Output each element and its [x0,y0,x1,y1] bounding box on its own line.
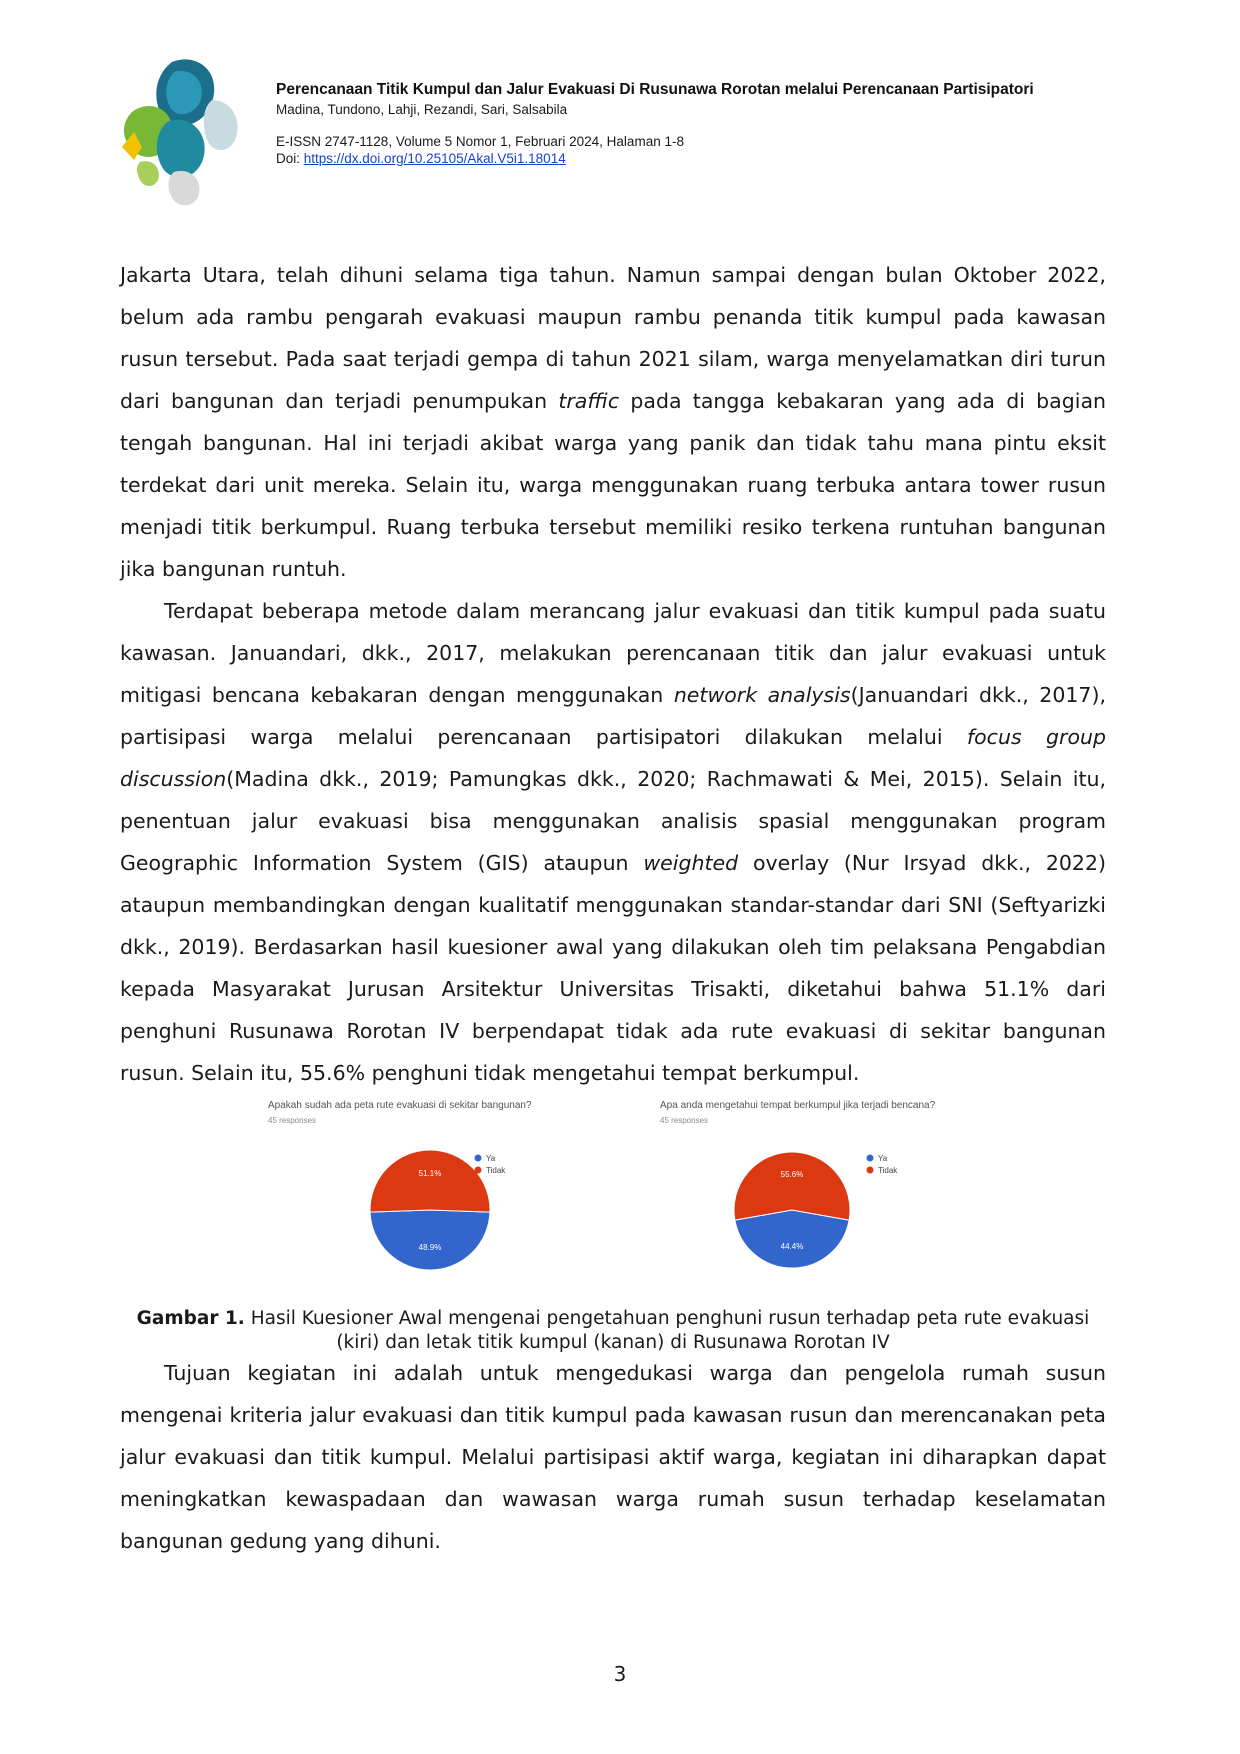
legend-label-ya: Ya [878,1154,888,1163]
figure-caption [120,1307,1106,1355]
page-number: 3 [613,1662,627,1686]
pie-right-svg [660,1100,1020,1290]
legend-label-tidak: Tidak [878,1166,898,1175]
p2-italic-weighted: weighted [643,851,739,875]
p2-text-c: (Januandari dkk., 2017), partisipasi warga melalui perencanaan partisipatori dilakukan melalui [120,683,1106,749]
p2-text-a: Terdapat beberapa metode dalam merancang jalur evakuasi dan titik kumpul pada suatu kawasan. Januandari, dkk., 2017, melakukan perencanaan titik dan jalur evakuasi untuk mitigasi bencana kebakaran dengan menggunakan [120,599,1106,707]
paragraph-3 [120,1352,1106,1562]
caption-label: Gambar 1. [136,1308,245,1329]
legend-swatch-ya [475,1155,482,1162]
pie-slice-ya [735,1210,849,1268]
issn-line: E-ISSN 2747-1128, Volume 5 Nomor 1, Februari 2024, Halaman 1-8 [276,134,684,149]
pie-label-tidak: 55.6% [780,1170,804,1180]
doi-link[interactable]: https://dx.doi.org/10.25105/Akal.V5i1.18014 [303,151,566,166]
paragraph-2 [120,590,1106,1094]
article-title: Perencanaan Titik Kumpul dan Jalur Evakuasi Di Rusunawa Rorotan melalui Perencanaan Partisipatori [276,81,1034,98]
pie-left-svg [268,1100,628,1290]
legend-swatch-tidak [475,1167,482,1174]
p3-text: Tujuan kegiatan ini adalah untuk mengedukasi warga dan pengelola rumah susun mengenai kriteria jalur evakuasi dan titik kumpul pada kawasan rusun dan merencanakan peta jalur evakuasi dan titik kumpul. Melalui partisipasi aktif warga, kegiatan ini diharapkan dapat meningkatkan kewaspadaan dan wawasan warga rumah susun terhadap keselamatan bangunan gedung yang dihuni. [120,1361,1106,1553]
pie-slice-tidak [734,1152,850,1220]
p2-italic-network: network analysis [673,683,851,707]
p2-italic-fgd: focus group discussion [120,725,1106,791]
p1-text-a: Jakarta Utara, telah dihuni selama tiga tahun. Namun sampai dengan bulan Oktober 2022, belum ada rambu pengarah evakuasi maupun rambu penanda titik kumpul pada kawasan rusun tersebut. Pada saat terjadi gempa di tahun 2021 silam, warga menyelamatkan diri turun dari bangunan dan terjadi penumpukan [120,263,1106,413]
journal-logo [112,52,252,212]
pie-label-ya: 44.4% [780,1241,804,1251]
running-header [276,80,1036,167]
p2-text-g: overlay (Nur Irsyad dkk., 2022) ataupun membandingkan dengan kualitatif menggunakan standar-standar dari SNI (Seftyarizki dkk., 2019). Berdasarkan hasil kuesioner awal yang dilakukan oleh tim pelaksana Pengabdian kepada Masyarakat Jurusan Arsitektur Universitas Trisakti, diketahui bahwa 51.1% dari penghuni Rusunawa Rorotan IV berpendapat tidak ada rute evakuasi di sekitar bangunan rusun. Selain itu, 55.6% penghuni tidak mengetahui tempat berkumpul. [120,851,1106,1085]
legend-label-ya: Ya [486,1154,496,1163]
pie-label-ya: 48.9% [418,1243,442,1253]
pie-slice-ya [370,1210,490,1270]
chart-right-question: Apa anda mengetahui tempat berkumpul jika terjadi bencana? [660,1100,936,1111]
doi-label: Doi: [276,151,304,166]
pie-chart-left [268,1100,628,1290]
doi-line [276,150,1036,167]
chart-right-responses: 45 responses [660,1116,709,1125]
legend-label-tidak: Tidak [486,1166,506,1175]
caption-text: Hasil Kuesioner Awal mengenai pengetahuan penghuni rusun terhadap peta rute evakuasi (kiri) dan letak titik kumpul (kanan) di Rusunawa Rorotan IV [244,1308,1090,1353]
p1-text-c: pada tangga kebakaran yang ada di bagian tengah bangunan. Hal ini terjadi akibat warga yang panik dan tidak tahu mana pintu eksit terdekat dari unit mereka. Selain itu, warga menggunakan ruang terbuka antara tower rusun menjadi titik berkumpul. Ruang terbuka tersebut memiliki resiko terkena runtuhan bangunan jika bangunan runtuh. [120,389,1106,581]
chart-left-responses: 45 responses [268,1116,317,1125]
pie-label-tidak: 51.1% [418,1168,442,1178]
authors: Madina, Tundono, Lahji, Rezandi, Sari, Salsabila [276,102,568,117]
paragraph-1 [120,254,1106,590]
legend-swatch-tidak [867,1167,874,1174]
chart-left-question: Apakah sudah ada peta rute evakuasi di sekitar bangunan? [268,1100,532,1111]
legend-swatch-ya [867,1155,874,1162]
pie-slice-tidak [370,1150,490,1212]
p2-text-e: (Madina dkk., 2019; Pamungkas dkk., 2020; Rachmawati & Mei, 2015). Selain itu, penentuan jalur evakuasi bisa menggunakan analisis spasial menggunakan program Geographic Information System (GIS) ataupun [120,767,1106,875]
p1-italic-traffic: traffic [558,389,620,413]
pie-chart-right [660,1100,1020,1290]
